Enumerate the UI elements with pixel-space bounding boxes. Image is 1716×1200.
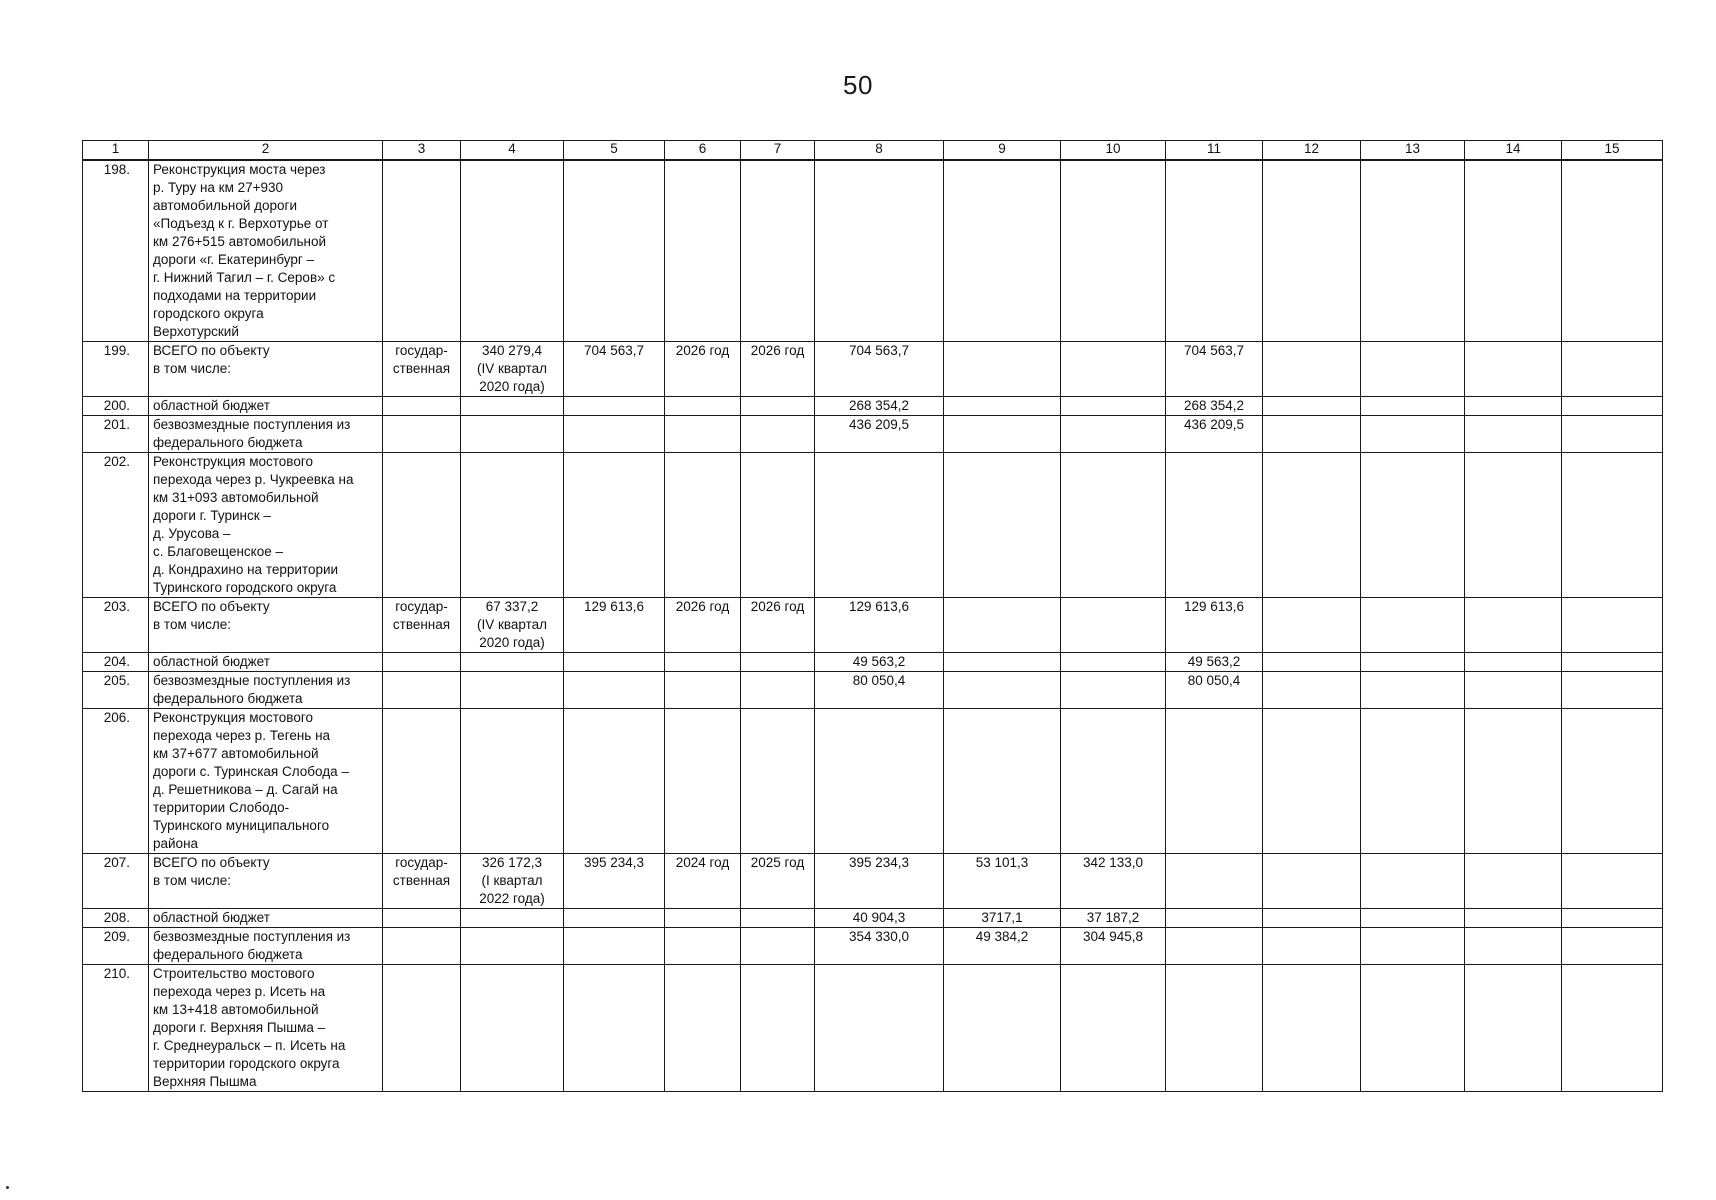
table-row: [83, 709, 1663, 854]
funding-col-14-cell: [1465, 909, 1562, 928]
table-row: [83, 909, 1663, 928]
funding-col-9-cell: [944, 709, 1061, 854]
remaining-cost-cell: [564, 909, 665, 928]
end-year-cell: [741, 160, 815, 342]
funding-col-12-cell: [1263, 653, 1361, 672]
funding-col-8-cell: 395 234,3: [815, 854, 944, 909]
remaining-cost-cell: [564, 453, 665, 598]
start-year-cell: [665, 965, 741, 1092]
estimated-cost-cell: [461, 909, 564, 928]
start-year-cell: [665, 928, 741, 965]
ownership-cell: государ- ственная: [383, 854, 461, 909]
end-year-cell: [741, 653, 815, 672]
funding-col-8-cell: 436 209,5: [815, 416, 944, 453]
funding-col-10-cell: [1061, 598, 1166, 653]
funding-col-10-cell: [1061, 653, 1166, 672]
table-row: [83, 598, 1663, 653]
funding-col-11-cell: [1166, 928, 1263, 965]
estimated-cost-cell: [461, 672, 564, 709]
row-number-cell: 204.: [83, 653, 149, 672]
funding-col-12-cell: [1263, 909, 1361, 928]
funding-col-15-cell: [1562, 598, 1663, 653]
end-year-cell: [741, 397, 815, 416]
table-row: [83, 672, 1663, 709]
row-number-cell: 198.: [83, 160, 149, 342]
row-number-cell: 208.: [83, 909, 149, 928]
end-year-cell: [741, 453, 815, 598]
start-year-cell: 2026 год: [665, 342, 741, 397]
funding-col-14-cell: [1465, 709, 1562, 854]
funding-col-15-cell: [1562, 965, 1663, 1092]
row-number-cell: 202.: [83, 453, 149, 598]
funding-col-9-cell: [944, 598, 1061, 653]
remaining-cost-cell: [564, 653, 665, 672]
funding-col-9-cell: [944, 397, 1061, 416]
funding-col-14-cell: [1465, 928, 1562, 965]
ownership-cell: [383, 160, 461, 342]
end-year-cell: 2026 год: [741, 342, 815, 397]
estimated-cost-cell: [461, 453, 564, 598]
funding-col-8-cell: 354 330,0: [815, 928, 944, 965]
funding-col-8-cell: [815, 709, 944, 854]
funding-col-8-cell: [815, 965, 944, 1092]
funding-col-13-cell: [1361, 909, 1465, 928]
funding-col-12-cell: [1263, 709, 1361, 854]
row-number-cell: 199.: [83, 342, 149, 397]
remaining-cost-cell: [564, 672, 665, 709]
estimated-cost-cell: [461, 160, 564, 342]
column-header-9: 9: [944, 141, 1061, 161]
row-number-cell: 201.: [83, 416, 149, 453]
funding-col-11-cell: [1166, 709, 1263, 854]
investment-table: [82, 140, 1663, 1092]
funding-col-12-cell: [1263, 928, 1361, 965]
table-row: [83, 160, 1663, 342]
header-row: [83, 141, 1663, 161]
column-header-1: 1: [83, 141, 149, 161]
row-number-cell: 203.: [83, 598, 149, 653]
ownership-cell: государ- ственная: [383, 342, 461, 397]
row-number-cell: 209.: [83, 928, 149, 965]
end-year-cell: 2025 год: [741, 854, 815, 909]
start-year-cell: [665, 453, 741, 598]
remaining-cost-cell: [564, 709, 665, 854]
funding-col-9-cell: [944, 672, 1061, 709]
object-name-cell: областной бюджет: [149, 397, 383, 416]
row-number-cell: 200.: [83, 397, 149, 416]
remaining-cost-cell: 129 613,6: [564, 598, 665, 653]
estimated-cost-cell: 340 279,4 (IV квартал 2020 года): [461, 342, 564, 397]
row-number-cell: 207.: [83, 854, 149, 909]
object-name-cell: Реконструкция мостового перехода через р. Чукреевка на км 31+093 автомобильной дороги г. Туринск – д. Урусова – с. Благовещенское – д. Кондрахино на территории Туринского городского округа: [149, 453, 383, 598]
funding-col-14-cell: [1465, 397, 1562, 416]
object-name-cell: безвозмездные поступления из федерального бюджета: [149, 672, 383, 709]
end-year-cell: [741, 909, 815, 928]
funding-col-15-cell: [1562, 416, 1663, 453]
funding-col-10-cell: [1061, 160, 1166, 342]
table-row: [83, 965, 1663, 1092]
funding-col-14-cell: [1465, 160, 1562, 342]
funding-col-8-cell: 40 904,3: [815, 909, 944, 928]
ownership-cell: [383, 416, 461, 453]
table-header: [83, 141, 1663, 161]
funding-col-10-cell: [1061, 397, 1166, 416]
funding-col-10-cell: 304 945,8: [1061, 928, 1166, 965]
funding-col-14-cell: [1465, 854, 1562, 909]
funding-col-8-cell: 49 563,2: [815, 653, 944, 672]
table-body: [83, 160, 1663, 1092]
object-name-cell: ВСЕГО по объекту в том числе:: [149, 342, 383, 397]
funding-col-9-cell: 3717,1: [944, 909, 1061, 928]
funding-col-11-cell: 49 563,2: [1166, 653, 1263, 672]
start-year-cell: [665, 160, 741, 342]
funding-col-10-cell: [1061, 416, 1166, 453]
object-name-cell: Реконструкция моста через р. Туру на км 27+930 автомобильной дороги «Подъезд к г. Верхотурье от км 276+515 автомобильной дороги «г. Екатеринбург – г. Нижний Тагил – г. Серов» с подходами на территории городского округа Верхотурский: [149, 160, 383, 342]
table-row: [83, 653, 1663, 672]
object-name-cell: безвозмездные поступления из федерального бюджета: [149, 416, 383, 453]
column-header-15: 15: [1562, 141, 1663, 161]
column-header-12: 12: [1263, 141, 1361, 161]
remaining-cost-cell: [564, 928, 665, 965]
column-header-11: 11: [1166, 141, 1263, 161]
funding-col-12-cell: [1263, 672, 1361, 709]
funding-col-8-cell: [815, 160, 944, 342]
funding-col-15-cell: [1562, 653, 1663, 672]
funding-col-12-cell: [1263, 854, 1361, 909]
funding-col-13-cell: [1361, 854, 1465, 909]
funding-col-8-cell: 129 613,6: [815, 598, 944, 653]
funding-col-14-cell: [1465, 672, 1562, 709]
funding-col-15-cell: [1562, 342, 1663, 397]
end-year-cell: [741, 965, 815, 1092]
funding-col-8-cell: 704 563,7: [815, 342, 944, 397]
funding-col-9-cell: [944, 416, 1061, 453]
funding-col-11-cell: [1166, 453, 1263, 598]
funding-col-13-cell: [1361, 342, 1465, 397]
funding-col-10-cell: 37 187,2: [1061, 909, 1166, 928]
funding-col-10-cell: 342 133,0: [1061, 854, 1166, 909]
funding-col-9-cell: [944, 965, 1061, 1092]
estimated-cost-cell: [461, 397, 564, 416]
funding-col-8-cell: [815, 453, 944, 598]
funding-col-15-cell: [1562, 928, 1663, 965]
funding-col-11-cell: 436 209,5: [1166, 416, 1263, 453]
funding-col-13-cell: [1361, 416, 1465, 453]
start-year-cell: 2024 год: [665, 854, 741, 909]
estimated-cost-cell: [461, 416, 564, 453]
funding-col-15-cell: [1562, 160, 1663, 342]
funding-col-9-cell: [944, 342, 1061, 397]
ownership-cell: [383, 672, 461, 709]
ownership-cell: [383, 909, 461, 928]
start-year-cell: [665, 709, 741, 854]
table-row: [83, 397, 1663, 416]
table-row: [83, 453, 1663, 598]
estimated-cost-cell: 67 337,2 (IV квартал 2020 года): [461, 598, 564, 653]
funding-col-12-cell: [1263, 416, 1361, 453]
funding-col-11-cell: [1166, 854, 1263, 909]
table-row: [83, 854, 1663, 909]
remaining-cost-cell: [564, 397, 665, 416]
object-name-cell: ВСЕГО по объекту в том числе:: [149, 598, 383, 653]
funding-col-13-cell: [1361, 965, 1465, 1092]
funding-col-14-cell: [1465, 598, 1562, 653]
funding-col-8-cell: 80 050,4: [815, 672, 944, 709]
ownership-cell: [383, 709, 461, 854]
page-number: 50: [843, 70, 873, 100]
object-name-cell: Реконструкция мостового перехода через р. Тегень на км 37+677 автомобильной дороги с. Туринская Слобода – д. Решетникова – д. Сагай на территории Слободо- Туринского муниципального района: [149, 709, 383, 854]
column-header-4: 4: [461, 141, 564, 161]
funding-col-13-cell: [1361, 453, 1465, 598]
object-name-cell: областной бюджет: [149, 909, 383, 928]
ownership-cell: [383, 928, 461, 965]
funding-col-9-cell: 53 101,3: [944, 854, 1061, 909]
remaining-cost-cell: [564, 416, 665, 453]
column-header-5: 5: [564, 141, 665, 161]
funding-col-11-cell: [1166, 965, 1263, 1092]
estimated-cost-cell: [461, 653, 564, 672]
end-year-cell: [741, 709, 815, 854]
estimated-cost-cell: [461, 709, 564, 854]
column-header-7: 7: [741, 141, 815, 161]
funding-col-14-cell: [1465, 653, 1562, 672]
funding-col-10-cell: [1061, 672, 1166, 709]
funding-col-13-cell: [1361, 397, 1465, 416]
funding-col-14-cell: [1465, 416, 1562, 453]
funding-col-13-cell: [1361, 709, 1465, 854]
funding-col-15-cell: [1562, 397, 1663, 416]
estimated-cost-cell: [461, 928, 564, 965]
funding-col-10-cell: [1061, 453, 1166, 598]
funding-col-11-cell: 268 354,2: [1166, 397, 1263, 416]
remaining-cost-cell: [564, 160, 665, 342]
funding-col-15-cell: [1562, 854, 1663, 909]
funding-col-13-cell: [1361, 653, 1465, 672]
start-year-cell: [665, 653, 741, 672]
remaining-cost-cell: [564, 965, 665, 1092]
table-row: [83, 342, 1663, 397]
funding-col-15-cell: [1562, 672, 1663, 709]
column-header-13: 13: [1361, 141, 1465, 161]
column-header-6: 6: [665, 141, 741, 161]
end-year-cell: [741, 928, 815, 965]
funding-col-13-cell: [1361, 928, 1465, 965]
row-number-cell: 205.: [83, 672, 149, 709]
funding-col-15-cell: [1562, 909, 1663, 928]
funding-col-9-cell: [944, 160, 1061, 342]
column-header-2: 2: [149, 141, 383, 161]
column-header-3: 3: [383, 141, 461, 161]
object-name-cell: областной бюджет: [149, 653, 383, 672]
funding-col-9-cell: 49 384,2: [944, 928, 1061, 965]
funding-col-10-cell: [1061, 965, 1166, 1092]
column-header-10: 10: [1061, 141, 1166, 161]
column-header-8: 8: [815, 141, 944, 161]
end-year-cell: 2026 год: [741, 598, 815, 653]
funding-col-12-cell: [1263, 598, 1361, 653]
object-name-cell: Строительство мостового перехода через р. Исеть на км 13+418 автомобильной дороги г. Верхняя Пышма – г. Среднеуральск – п. Исеть на территории городского округа Верхняя Пышма: [149, 965, 383, 1092]
estimated-cost-cell: 326 172,3 (I квартал 2022 года): [461, 854, 564, 909]
object-name-cell: безвозмездные поступления из федерального бюджета: [149, 928, 383, 965]
funding-col-14-cell: [1465, 342, 1562, 397]
ownership-cell: [383, 453, 461, 598]
funding-col-11-cell: [1166, 160, 1263, 342]
funding-col-11-cell: 80 050,4: [1166, 672, 1263, 709]
funding-col-13-cell: [1361, 672, 1465, 709]
funding-col-12-cell: [1263, 965, 1361, 1092]
ownership-cell: [383, 397, 461, 416]
object-name-cell: ВСЕГО по объекту в том числе:: [149, 854, 383, 909]
ownership-cell: [383, 965, 461, 1092]
funding-col-8-cell: 268 354,2: [815, 397, 944, 416]
column-header-14: 14: [1465, 141, 1562, 161]
remaining-cost-cell: 704 563,7: [564, 342, 665, 397]
end-year-cell: [741, 672, 815, 709]
start-year-cell: 2026 год: [665, 598, 741, 653]
funding-col-11-cell: 129 613,6: [1166, 598, 1263, 653]
funding-col-10-cell: [1061, 709, 1166, 854]
funding-col-12-cell: [1263, 453, 1361, 598]
row-number-cell: 210.: [83, 965, 149, 1092]
table-row: [83, 416, 1663, 453]
funding-col-13-cell: [1361, 598, 1465, 653]
funding-col-12-cell: [1263, 342, 1361, 397]
funding-col-14-cell: [1465, 453, 1562, 598]
table-row: [83, 928, 1663, 965]
funding-col-9-cell: [944, 653, 1061, 672]
funding-col-12-cell: [1263, 160, 1361, 342]
funding-col-11-cell: [1166, 909, 1263, 928]
scan-artifact-dot: [6, 1186, 9, 1189]
row-number-cell: 206.: [83, 709, 149, 854]
start-year-cell: [665, 672, 741, 709]
estimated-cost-cell: [461, 965, 564, 1092]
remaining-cost-cell: 395 234,3: [564, 854, 665, 909]
funding-col-13-cell: [1361, 160, 1465, 342]
start-year-cell: [665, 416, 741, 453]
funding-col-11-cell: 704 563,7: [1166, 342, 1263, 397]
start-year-cell: [665, 397, 741, 416]
end-year-cell: [741, 416, 815, 453]
funding-col-10-cell: [1061, 342, 1166, 397]
funding-col-15-cell: [1562, 709, 1663, 854]
funding-col-12-cell: [1263, 397, 1361, 416]
funding-col-9-cell: [944, 453, 1061, 598]
ownership-cell: [383, 653, 461, 672]
start-year-cell: [665, 909, 741, 928]
funding-col-14-cell: [1465, 965, 1562, 1092]
ownership-cell: государ- ственная: [383, 598, 461, 653]
funding-col-15-cell: [1562, 453, 1663, 598]
